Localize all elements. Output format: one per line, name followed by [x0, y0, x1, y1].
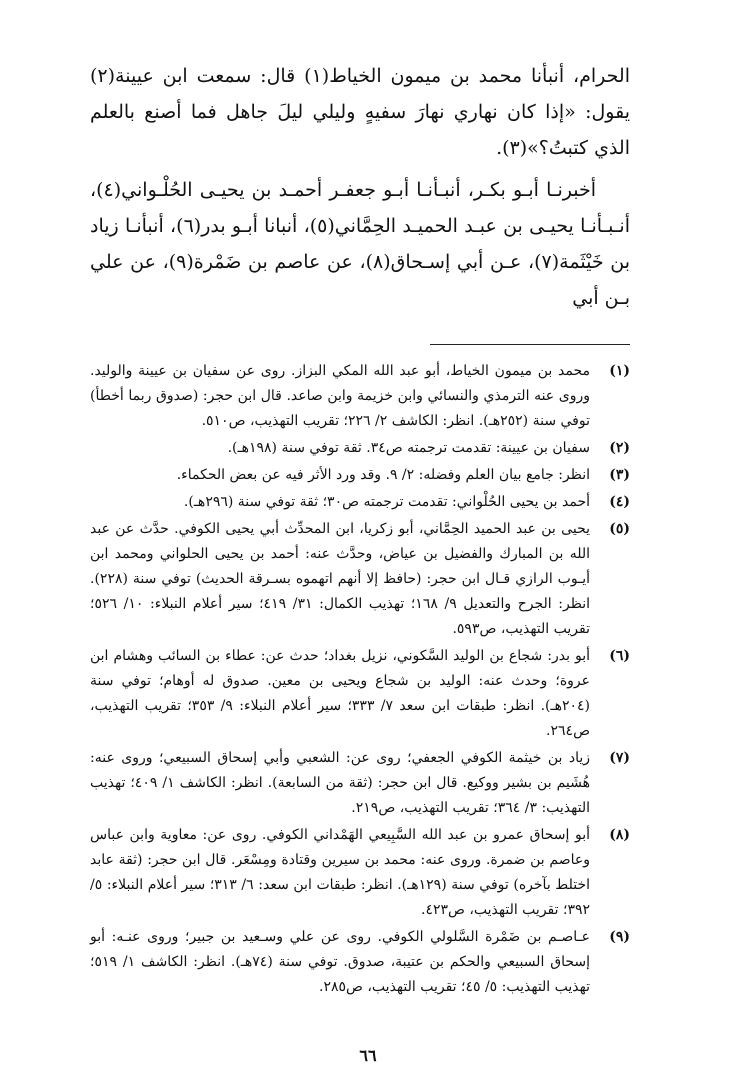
footnote-number: (٤) [609, 494, 630, 510]
footnote-number: (٢) [609, 440, 630, 456]
footnote-separator [430, 344, 630, 345]
footnote-number: (٧) [609, 750, 630, 766]
footnote-6 [90, 644, 630, 744]
footnote-text: أحمد بن يحيى الحُلْواني: تقدمت ترجمته ص٣٠؛ ثقة توفي سنة (٢٩٦هـ). [183, 494, 590, 510]
main-paragraph-1: الحرام، أنبأنا محمد بن ميمون الخياط(١) قال: سمعت ابن عيينة(٢) يقول: «إذا كان نهاري نهارَ سفيهٍ وليلي ليلَ جاهل فما أصنع بالعلم الذي كتبتُ؟»(٣). [90, 65, 630, 159]
page-body [90, 58, 630, 1002]
main-paragraph-2: أخبرنـا أبـو بكـر، أنبـأنـا أبـو جعفـر أحمـد بن يحيـى الحُلْـواني(٤)، أنـبـأنـا يحيـى بن عبـد الحميـد الحِمَّاني(٥)، أنبانا أبـو بدر(٦)، أنبأنـا زياد بن خَيْثَمة(٧)، عـن أبي إسـحاق(٨)، عن عاصم بن ضَمْرة(٩)، عن علي بـن أبي [90, 179, 630, 309]
footnote-5 [90, 517, 630, 642]
footnote-text: يحيى بن عبد الحميد الحِمَّاني، أبو زكريا، ابن المحدِّث أبي يحيى الكوفي. حدَّث عن عبد الله بن المبارك والفضيل بن عياض، وحدَّث عنه: أحمد بن يحيى الحلواني ومحمد ابن أيـوب الرازي قـال ابن حجر: (حافظ إلا أنهم اتهموه بسـرقة الحديث) توفي سنة (٢٢٨). انظر: الجرح والتعديل ٩/ ١٦٨؛ تهذيب الكمال: ٣١/ ٤١٩؛ سير أعلام النبلاء: ١٠/ ٥٢٦؛ تقريب التهذيب، ص٥٩٣. [90, 521, 591, 637]
footnotes [90, 359, 630, 1000]
footnote-number: (٨) [609, 827, 630, 843]
footnote-text: أبو بدر: شجاع بن الوليد السَّكوني، نزيل بغداد؛ حدث عن: عطاء بن السائب وهشام ابن عروة؛ وحدث عنه: الوليد بن شجاع ويحيى بن معين. صدوق له أوهام؛ توفي سنة (٢٠٤هـ). انظر: طبقات ابن سعد ٧/ ٣٣٣؛ سير أعلام النبلاء: ٩/ ٣٥٣؛ تقريب التهذيب، ص٢٦٤. [90, 648, 590, 739]
footnote-2 [90, 436, 630, 461]
footnote-text: أبو إسحاق عمرو بن عبد الله السَّبِيعي الهَمْداني الكوفي. روى عن: معاوية وابن عباس وعاصم بن ضمرة. وروى عنه: محمد بن سيرين وقتادة ومِسْعَر. قال ابن حجر: (ثقة عابد اختلط بآخره) توفي سنة (١٢٩هـ). انظر: طبقات ابن سعد: ٦/ ٣١٣؛ سير أعلام النبلاء: ٥/ ٣٩٢؛ تقريب التهذيب، ص٤٢٣. [90, 827, 590, 918]
footnote-number: (٥) [609, 521, 630, 537]
footnote-3 [90, 463, 630, 488]
footnote-number: (٣) [609, 467, 630, 483]
footnote-4 [90, 490, 630, 515]
main-text [90, 58, 630, 316]
footnote-number: (١) [609, 363, 630, 379]
footnote-9 [90, 925, 630, 1000]
footnote-1 [90, 359, 630, 434]
footnote-number: (٩) [609, 929, 630, 945]
page-number: ٦٦ [359, 1046, 377, 1065]
footnote-text: سفيان بن عيينة: تقدمت ترجمته ص٣٤. ثقة توفي سنة (١٩٨هـ). [227, 440, 590, 456]
footnote-text: عـاصـم بن ضَمْرة السَّلولي الكوفي. روى عن علي وسـعيد بن جبير؛ وروى عنـه: أبو إسحاق السبيعي والحكم بن عتيبة، صدوق. توفي سنة (٧٤هـ). انظر: الكاشف ١/ ٥١٩؛ تهذيب التهذيب: ٥/ ٤٥؛ تقريب التهذيب، ص٢٨٥. [90, 929, 590, 995]
footnote-7 [90, 746, 630, 821]
footnote-text: محمد بن ميمون الخياط، أبو عبد الله المكي البزاز. روى عن سفيان بن عيينة والوليد. وروى عنه الترمذي والنسائي وابن خزيمة وابن صاعد. قال ابن حجر: (صدوق ربما أخطأ) توفي سنة (٢٥٢هـ). انظر: الكاشف ٢/ ٢٢٦؛ تقريب التهذيب، ص٥١٠. [90, 363, 590, 429]
footnote-text: زياد بن خيثمة الكوفي الجعفي؛ روى عن: الشعبي وأبي إسحاق السبيعي؛ وروى عنه: هُشَيم بن بشير ووكيع. قال ابن حجر: (ثقة من السابعة). انظر: الكاشف ١/ ٤٠٩؛ تهذيب التهذيب: ٣/ ٣٦٤؛ تقريب التهذيب، ص٢١٩. [90, 750, 590, 816]
footnote-text: انظر: جامع بيان العلم وفضله: ٢/ ٩. وقد ورد الأثر فيه عن بعض الحكماء. [176, 467, 590, 483]
footnote-number: (٦) [609, 648, 630, 664]
footnote-8 [90, 823, 630, 923]
